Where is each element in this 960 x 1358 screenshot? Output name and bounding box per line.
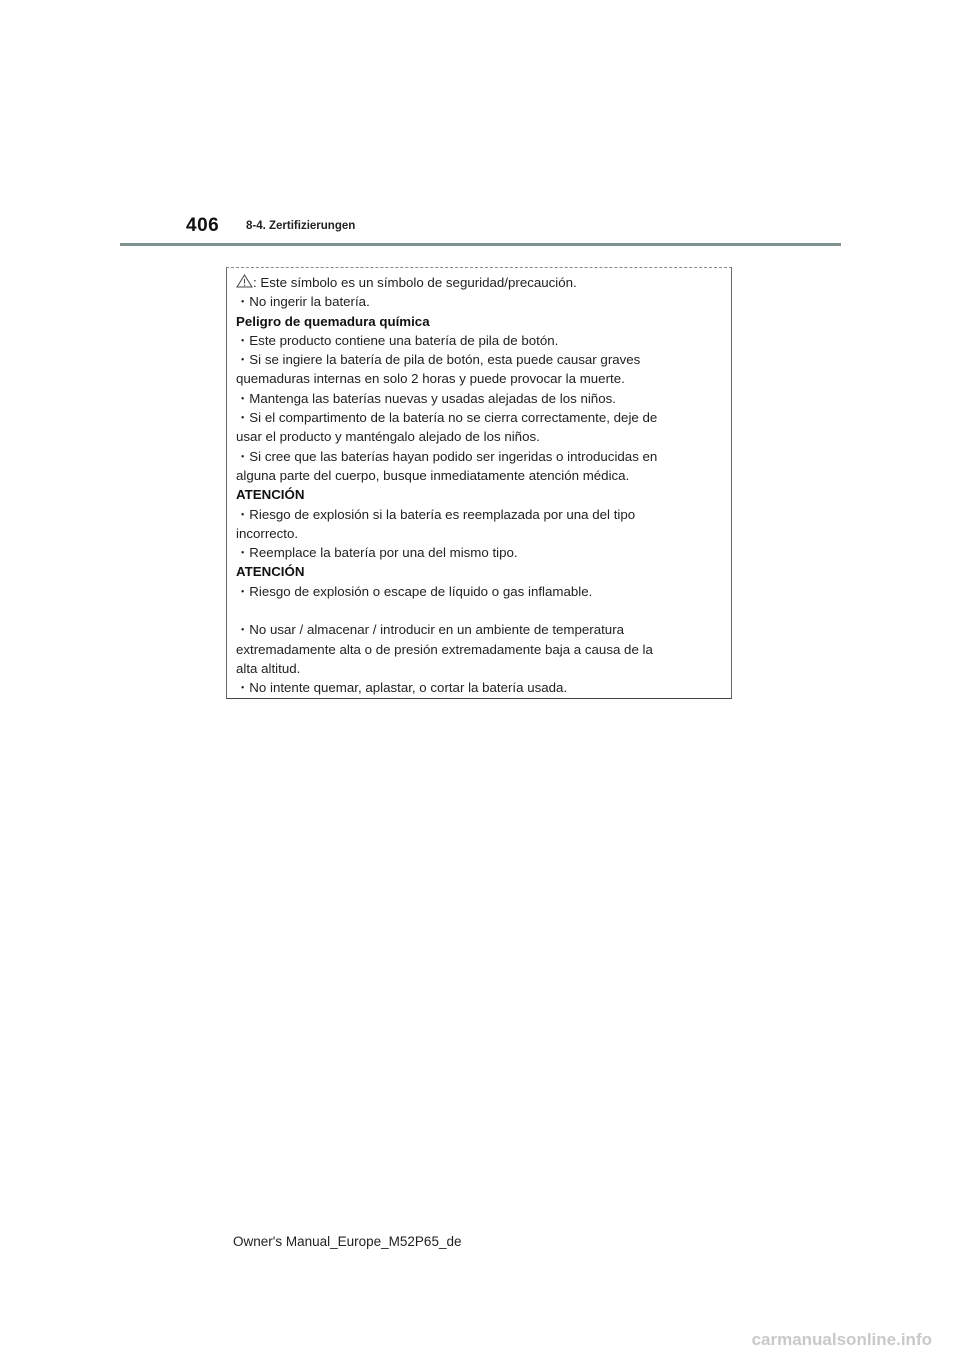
notice-line-text: ・Mantenga las baterías nuevas y usadas alejadas de los niños.	[236, 390, 616, 406]
notice-line	[236, 292, 726, 311]
header-rule	[120, 243, 841, 246]
notice-line	[236, 331, 726, 350]
notice-line-text: ・Si cree que las baterías hayan podido ser ingeridas o introducidas en	[236, 448, 658, 464]
notice-heading	[236, 485, 726, 504]
notice-line-text: Peligro de quemadura química	[236, 313, 430, 329]
notice-body	[236, 273, 726, 698]
notice-line-text: alta altitud.	[236, 660, 301, 676]
warning-triangle-icon	[236, 274, 253, 288]
notice-line	[236, 620, 726, 639]
notice-line-text: : Este símbolo es un símbolo de seguridad/precaución.	[253, 275, 577, 290]
notice-line-text: usar el producto y manténgalo alejado de los niños.	[236, 429, 540, 445]
notice-line-text: ATENCIÓN	[236, 564, 305, 580]
notice-line	[236, 640, 726, 659]
notice-line-text: ・Riesgo de explosión si la batería es reemplazada por una del tipo	[236, 506, 636, 522]
site-watermark: carmanualsonline.info	[751, 1330, 932, 1349]
notice-line-text: ・Reemplace la batería por una del mismo tipo.	[236, 545, 518, 561]
notice-line-text: ATENCIÓN	[236, 487, 305, 503]
notice-line	[236, 350, 726, 369]
notice-line-text: ・Este producto contiene una batería de pila de botón.	[236, 332, 559, 348]
notice-line	[236, 273, 726, 292]
notice-line	[236, 582, 726, 601]
notice-line-text: incorrecto.	[236, 525, 299, 541]
notice-line	[236, 447, 726, 466]
notice-line	[236, 369, 726, 388]
battery-safety-notice	[226, 267, 732, 699]
notice-line	[236, 659, 726, 678]
notice-line-text: ・No usar / almacenar / introducir en un ambiente de temperatura	[236, 622, 625, 638]
notice-line	[236, 427, 726, 446]
section-title: 8-4. Zertifizierungen	[246, 220, 356, 232]
notice-heading	[236, 562, 726, 581]
notice-line-text: quemaduras internas en solo 2 horas y puede provocar la muerte.	[236, 371, 625, 387]
footer-manual-id: Owner's Manual_Europe_M52P65_de	[233, 1234, 462, 1249]
notice-line-text: ・No intente quemar, aplastar, o cortar la batería usada.	[236, 680, 568, 696]
notice-line-text: ・Riesgo de explosión o escape de líquido o gas inflamable.	[236, 583, 593, 599]
notice-line	[236, 678, 726, 697]
notice-line-text: ・Si se ingiere la batería de pila de botón, esta puede causar graves	[236, 352, 641, 368]
notice-line	[236, 466, 726, 485]
notice-line	[236, 408, 726, 427]
notice-heading	[236, 312, 726, 331]
notice-line	[236, 505, 726, 524]
page-number: 406	[186, 215, 220, 236]
notice-line	[236, 389, 726, 408]
notice-line	[236, 524, 726, 543]
notice-line-text: extremadamente alta o de presión extremadamente baja a causa de la	[236, 641, 653, 657]
notice-line	[236, 543, 726, 562]
notice-line-text: ・Si el compartimento de la batería no se cierra correctamente, deje de	[236, 410, 658, 426]
notice-line-text: alguna parte del cuerpo, busque inmediatamente atención médica.	[236, 467, 630, 483]
notice-spacer	[236, 601, 726, 620]
notice-line-text: ・No ingerir la batería.	[236, 294, 370, 310]
